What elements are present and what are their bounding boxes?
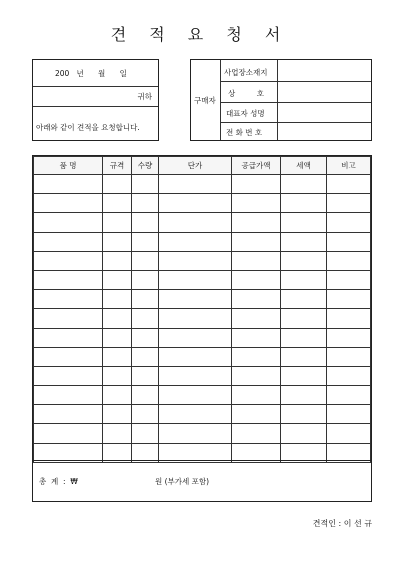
table-row xyxy=(34,328,371,347)
table-cell[interactable] xyxy=(159,251,232,270)
table-cell[interactable] xyxy=(327,251,371,270)
table-cell[interactable] xyxy=(281,213,327,232)
table-cell[interactable] xyxy=(34,232,103,251)
header-tax: 세액 xyxy=(281,157,327,175)
table-cell[interactable] xyxy=(281,251,327,270)
table-row xyxy=(34,290,371,309)
table-cell[interactable] xyxy=(232,175,281,194)
table-cell[interactable] xyxy=(159,175,232,194)
table-cell[interactable] xyxy=(132,194,159,213)
table-cell[interactable] xyxy=(34,175,103,194)
table-cell[interactable] xyxy=(159,213,232,232)
request-message: 아래와 같이 견적을 요청합니다. xyxy=(36,123,140,132)
table-cell[interactable] xyxy=(34,405,103,424)
table-cell[interactable] xyxy=(327,194,371,213)
table-cell[interactable] xyxy=(327,309,371,328)
table-cell[interactable] xyxy=(132,232,159,251)
buyer-group-label: 구매자 xyxy=(194,96,216,105)
table-cell[interactable] xyxy=(132,366,159,385)
table-cell[interactable] xyxy=(132,424,159,443)
table-row xyxy=(34,347,371,366)
table-cell[interactable] xyxy=(34,347,103,366)
table-cell[interactable] xyxy=(281,309,327,328)
table-cell[interactable] xyxy=(132,386,159,405)
table-cell[interactable] xyxy=(232,194,281,213)
buyer-field-company-label: 상 호 xyxy=(228,89,264,98)
table-cell[interactable] xyxy=(34,270,103,289)
table-cell[interactable] xyxy=(159,270,232,289)
table-cell[interactable] xyxy=(232,213,281,232)
table-cell[interactable] xyxy=(132,251,159,270)
total-amount-field[interactable] xyxy=(85,471,149,489)
table-cell[interactable] xyxy=(132,309,159,328)
table-row xyxy=(34,175,371,194)
table-cell[interactable] xyxy=(232,251,281,270)
header-quantity: 수량 xyxy=(132,157,159,175)
buyer-field-address-value[interactable] xyxy=(279,61,369,80)
table-cell[interactable] xyxy=(232,270,281,289)
table-cell[interactable] xyxy=(281,290,327,309)
table-cell[interactable] xyxy=(132,175,159,194)
table-cell[interactable] xyxy=(159,194,232,213)
table-row xyxy=(34,366,371,385)
table-cell[interactable] xyxy=(327,366,371,385)
table-cell[interactable] xyxy=(159,366,232,385)
table-cell[interactable] xyxy=(159,328,232,347)
table-cell[interactable] xyxy=(232,290,281,309)
total-box xyxy=(32,460,372,502)
table-cell[interactable] xyxy=(34,213,103,232)
table-cell[interactable] xyxy=(103,347,132,366)
total-label: 총 계 : ₩ xyxy=(39,477,78,486)
table-cell[interactable] xyxy=(232,309,281,328)
table-cell[interactable] xyxy=(159,309,232,328)
table-row xyxy=(34,405,371,424)
items-table-body xyxy=(34,175,371,463)
requester-line: 견적인 : 이 선 규 xyxy=(312,519,372,528)
table-cell[interactable] xyxy=(281,328,327,347)
table-cell[interactable] xyxy=(327,290,371,309)
table-cell[interactable] xyxy=(281,424,327,443)
table-cell[interactable] xyxy=(103,386,132,405)
table-cell[interactable] xyxy=(103,290,132,309)
table-cell[interactable] xyxy=(232,232,281,251)
table-cell[interactable] xyxy=(103,251,132,270)
table-row xyxy=(34,194,371,213)
table-cell[interactable] xyxy=(232,328,281,347)
items-table xyxy=(33,156,371,463)
table-cell[interactable] xyxy=(232,424,281,443)
table-cell[interactable] xyxy=(34,290,103,309)
table-cell[interactable] xyxy=(327,213,371,232)
table-cell[interactable] xyxy=(132,290,159,309)
table-cell[interactable] xyxy=(103,405,132,424)
table-cell[interactable] xyxy=(327,232,371,251)
table-cell[interactable] xyxy=(281,347,327,366)
buyer-field-representative-value[interactable] xyxy=(279,103,369,121)
table-cell[interactable] xyxy=(103,232,132,251)
table-cell[interactable] xyxy=(34,309,103,328)
table-header-row xyxy=(34,157,371,175)
table-cell[interactable] xyxy=(281,270,327,289)
table-cell[interactable] xyxy=(132,270,159,289)
table-cell[interactable] xyxy=(103,270,132,289)
table-cell[interactable] xyxy=(281,366,327,385)
table-cell[interactable] xyxy=(159,290,232,309)
request-date-line: 200 년 월 일 xyxy=(55,69,127,78)
table-cell[interactable] xyxy=(159,232,232,251)
table-row xyxy=(34,270,371,289)
table-cell[interactable] xyxy=(34,251,103,270)
table-cell[interactable] xyxy=(327,347,371,366)
buyer-field-phone-label: 전 화 번 호 xyxy=(226,128,263,137)
table-cell[interactable] xyxy=(281,386,327,405)
table-cell[interactable] xyxy=(103,175,132,194)
table-cell[interactable] xyxy=(103,424,132,443)
buyer-field-phone-value[interactable] xyxy=(279,123,369,140)
table-cell[interactable] xyxy=(232,386,281,405)
table-cell[interactable] xyxy=(232,347,281,366)
table-cell[interactable] xyxy=(34,328,103,347)
table-cell[interactable] xyxy=(132,213,159,232)
table-row xyxy=(34,251,371,270)
header-item-name: 품 명 xyxy=(34,157,103,175)
document-title: 견 적 요 청 서 xyxy=(110,25,290,44)
table-cell[interactable] xyxy=(232,366,281,385)
table-cell[interactable] xyxy=(103,328,132,347)
table-cell[interactable] xyxy=(159,424,232,443)
table-cell[interactable] xyxy=(327,405,371,424)
table-cell[interactable] xyxy=(281,405,327,424)
header-supply-amount: 공급가액 xyxy=(232,157,281,175)
table-cell[interactable] xyxy=(34,424,103,443)
table-cell[interactable] xyxy=(159,347,232,366)
table-cell[interactable] xyxy=(132,405,159,424)
table-cell[interactable] xyxy=(327,424,371,443)
table-cell[interactable] xyxy=(327,175,371,194)
table-row xyxy=(34,232,371,251)
items-table-wrapper xyxy=(32,155,372,461)
table-cell[interactable] xyxy=(103,309,132,328)
recipient-suffix: 귀하 xyxy=(137,92,152,101)
buyer-field-representative-label: 대표자 성명 xyxy=(226,109,265,118)
request-box xyxy=(32,59,159,141)
buyer-box xyxy=(190,59,372,141)
buyer-field-address-label: 사업장소재지 xyxy=(224,68,268,77)
table-row xyxy=(34,213,371,232)
table-cell[interactable] xyxy=(34,386,103,405)
table-cell[interactable] xyxy=(103,366,132,385)
table-cell[interactable] xyxy=(159,386,232,405)
header-remarks: 비고 xyxy=(327,157,371,175)
table-cell[interactable] xyxy=(159,405,232,424)
header-spec: 규격 xyxy=(103,157,132,175)
table-cell[interactable] xyxy=(281,194,327,213)
table-cell[interactable] xyxy=(327,386,371,405)
header-unit-price: 단가 xyxy=(159,157,232,175)
table-cell[interactable] xyxy=(327,328,371,347)
table-row xyxy=(34,309,371,328)
table-cell[interactable] xyxy=(103,213,132,232)
table-cell[interactable] xyxy=(327,270,371,289)
table-cell[interactable] xyxy=(232,405,281,424)
table-cell[interactable] xyxy=(281,232,327,251)
buyer-field-company-value[interactable] xyxy=(279,82,369,101)
table-cell[interactable] xyxy=(132,347,159,366)
table-cell[interactable] xyxy=(132,328,159,347)
total-suffix: 원 (부가세 포함) xyxy=(155,477,210,486)
table-cell[interactable] xyxy=(281,175,327,194)
table-cell[interactable] xyxy=(34,366,103,385)
table-cell[interactable] xyxy=(103,194,132,213)
table-cell[interactable] xyxy=(34,194,103,213)
table-row xyxy=(34,386,371,405)
table-row xyxy=(34,424,371,443)
